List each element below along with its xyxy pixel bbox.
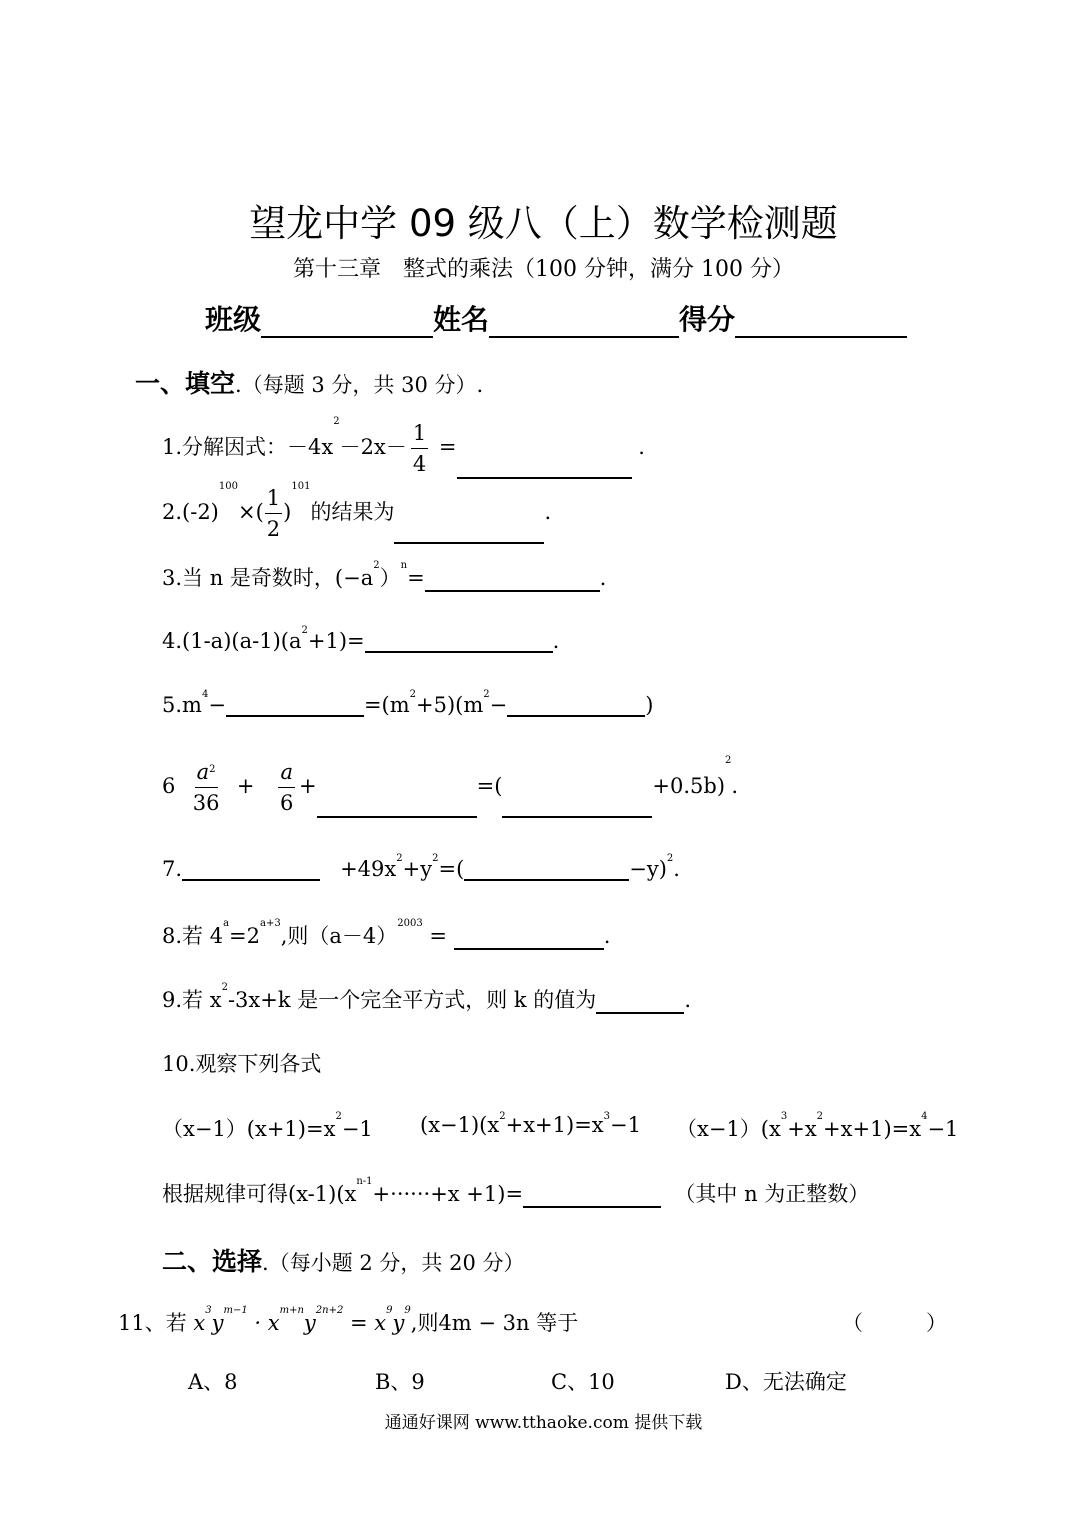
fraction: $\frac{1}{2}$ (265, 483, 282, 544)
question-4: $4.(1-a)(a-1)(a^2+1)=$ . (162, 625, 560, 653)
footer-text: 通通好课网 www.tthaoke.com 提供下载 (384, 1413, 703, 1433)
question-2: $2.(-2)^{100}\times$( $\frac{1}{2}$ )$^{101}$的结果为 . (162, 483, 551, 544)
name-label: 姓名 (433, 303, 490, 336)
student-info-row (205, 298, 907, 338)
question-3: 3.当 n 是奇数时，$(-a^2)^n=$ . (162, 560, 607, 590)
option-b[interactable]: B、9 (375, 1370, 425, 1394)
class-blank[interactable] (261, 306, 433, 338)
q10-example-2: $(x-1)(x^2+x+1)=x^3-1$ (420, 1111, 641, 1137)
formula: $x^3y^{m-1} \cdot x^{m+n}y^{2n+2}$ (193, 1305, 344, 1335)
q10-example-3: $(x-1)(x^3+x^2+x+1)=x^4-1$ (676, 1111, 959, 1141)
option-d[interactable]: D、无法确定 (725, 1370, 847, 1394)
option-a[interactable]: A、8 (188, 1370, 238, 1394)
fraction: $\frac{a^2}{36}$ (193, 757, 220, 818)
question-11: 11、若 $x^3y^{m-1} \cdot x^{m+n}y^{2n+2} = x^9y^9$,则4m − 3n 等于 (118, 1305, 579, 1335)
class-label: 班级 (205, 303, 262, 336)
q10-example-1: $(x-1)(x+1)=x^2-1$ (162, 1111, 373, 1141)
section-fill-heading: 一、填空.（每题 3 分，共 30 分）. (135, 369, 484, 398)
question-9: 9.若 $x^2-3x+k$ 是一个完全平方式，则 k 的值为 . (162, 982, 691, 1012)
question-5: $5.m^4- =(m^2+5)(m^2-$ ) (162, 689, 654, 717)
answer-paren-11[interactable]: （ ） (842, 1311, 947, 1335)
question-10: 10.观察下列各式 (162, 1052, 322, 1076)
answer-blank-7a[interactable] (182, 855, 320, 881)
answer-blank-4[interactable] (365, 627, 553, 653)
question-1: 1.分解因式：$-4x^2-2x-$ $\frac{1}{4}$ = . (162, 418, 645, 479)
fraction: $\frac{a}{6}$ (278, 757, 295, 818)
answer-blank-3[interactable] (425, 566, 600, 592)
answer-blank-8[interactable] (454, 924, 604, 950)
section-choice-heading: 二、选择.（每小题 2 分，共 20 分） (162, 1247, 525, 1276)
page-subtitle: 第十三章 整式的乘法（100 分钟，满分 100 分） (293, 257, 794, 282)
question-8: 8.若 $4^a=2^{a+3}$,则$(a-4)^{2003}$ = . (162, 918, 611, 948)
fraction: $\frac{1}{4}$ (411, 418, 428, 479)
page-title: 望龙中学 09 级八（上）数学检测题 (249, 202, 838, 245)
score-label: 得分 (679, 303, 736, 336)
question-6: 6 $\frac{a^2}{36}$ + $\frac{a}{6}$ + =( +0.5b)$^2$. (162, 757, 738, 818)
name-blank[interactable] (489, 306, 679, 338)
answer-blank-1[interactable] (457, 453, 632, 479)
answer-blank-10[interactable] (523, 1182, 661, 1208)
answer-blank-5b[interactable] (507, 691, 645, 717)
question-7: 7. $+49x^2+y^2=( -y)^2$. (162, 853, 680, 881)
answer-blank-2[interactable] (394, 518, 544, 544)
answer-blank-6a[interactable] (317, 792, 477, 818)
answer-blank-6b[interactable] (502, 792, 652, 818)
q10-rule: 根据规律可得$(x-1)(x^{n-1}+\cdot\cdot\cdot\cdot\cdot\cdot+x +1)=$ （其中 n 为正整数） (162, 1176, 870, 1206)
option-c[interactable]: C、10 (551, 1370, 615, 1394)
score-blank[interactable] (735, 306, 907, 338)
answer-blank-5a[interactable] (226, 691, 364, 717)
answer-blank-9[interactable] (596, 988, 684, 1014)
answer-blank-7b[interactable] (464, 855, 629, 881)
